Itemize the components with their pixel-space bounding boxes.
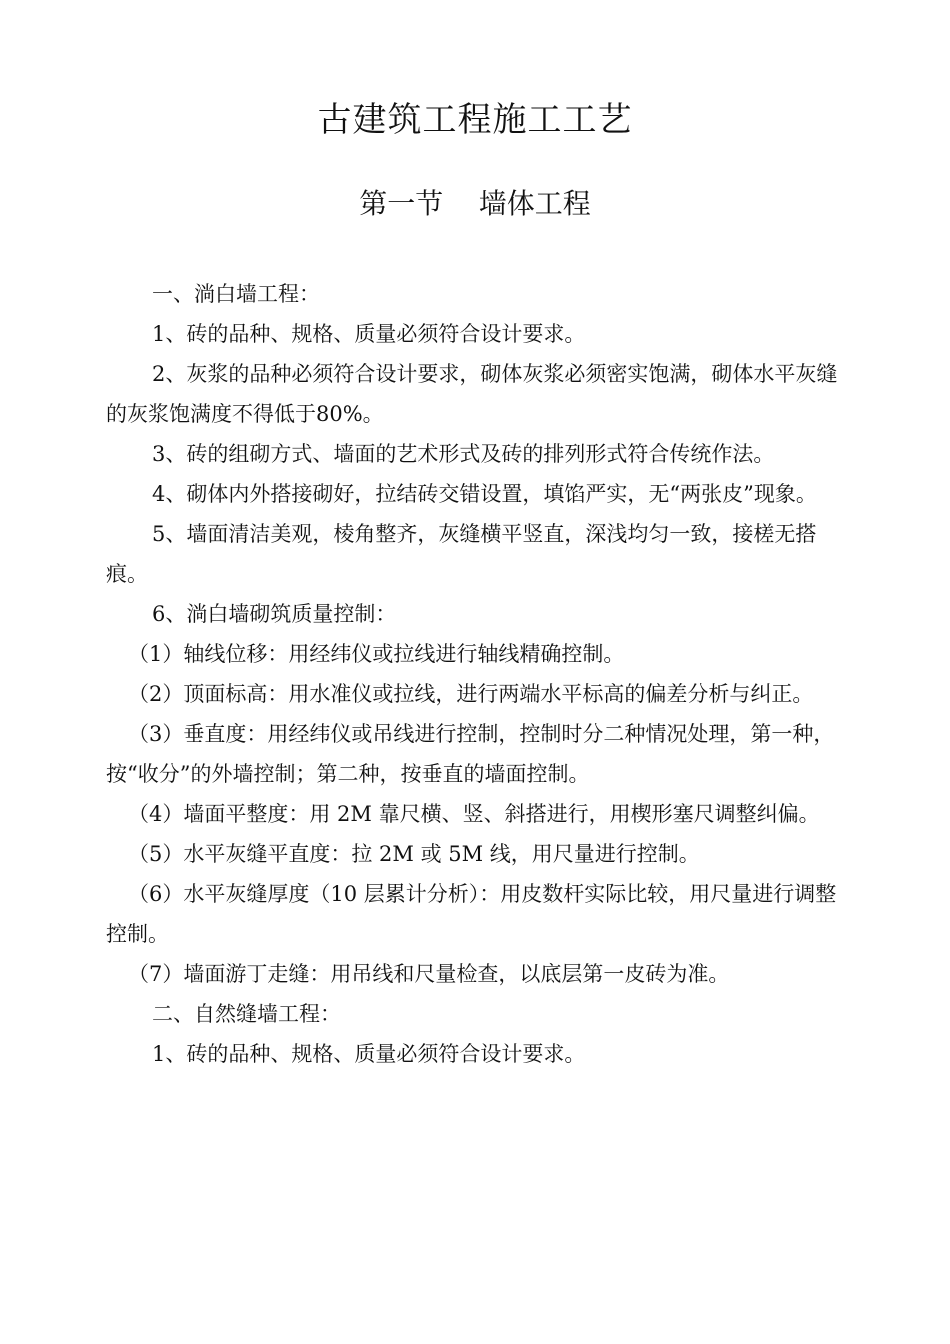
sub-item: （7）墙面游丁走缝：用吊线和尺量检查，以底层第一皮砖为准。 xyxy=(128,962,730,986)
sub-item: （5）水平灰缝平直度：拉 2M 或 5M 线，用尺量进行控制。 xyxy=(128,842,700,866)
paragraph: 4、砌体内外搭接砌好，拉结砖交错设置，填馅严实，无“两张皮”现象。 xyxy=(152,482,817,506)
document-body xyxy=(106,274,848,1074)
sub-item: （3）垂直度：用经纬仪或吊线进行控制，控制时分二种情况处理，第一种，按“收分”的外墙控制；第二种，按垂直的墙面控制。 xyxy=(106,722,835,786)
sub-item: （6）水平灰缝厚度（10 层累计分析）：用皮数杆实际比较，用尺量进行调整控制。 xyxy=(106,882,837,946)
paragraph: 2、灰浆的品种必须符合设计要求，砌体灰浆必须密实饱满，砌体水平灰缝的灰浆饱满度不得低于80%。 xyxy=(106,362,838,426)
sub-item: （2）顶面标高：用水准仪或拉线，进行两端水平标高的偏差分析与纠正。 xyxy=(128,682,814,706)
paragraph: 1、砖的品种、规格、质量必须符合设计要求。 xyxy=(152,1042,586,1066)
section-title: 第一节 墙体工程 xyxy=(359,187,591,220)
paragraph: 6、淌白墙砌筑质量控制： xyxy=(152,602,397,626)
paragraph: 1、砖的品种、规格、质量必须符合设计要求。 xyxy=(152,322,586,346)
paragraph: 3、砖的组砌方式、墙面的艺术形式及砖的排列形式符合传统作法。 xyxy=(152,442,775,466)
heading-2: 二、自然缝墙工程： xyxy=(152,1002,341,1026)
paragraph: 5、墙面清洁美观，棱角整齐，灰缝横平竖直，深浅均匀一致，接槎无搭痕。 xyxy=(106,522,817,586)
sub-item: （4）墙面平整度：用 2M 靠尺横、竖、斜搭进行，用楔形塞尺调整纠偏。 xyxy=(128,802,820,826)
heading-1: 一、淌白墙工程： xyxy=(152,282,320,306)
sub-item: （1）轴线位移：用经纬仪或拉线进行轴线精确控制。 xyxy=(128,642,625,666)
document-title: 古建筑工程施工工艺 xyxy=(317,100,633,140)
